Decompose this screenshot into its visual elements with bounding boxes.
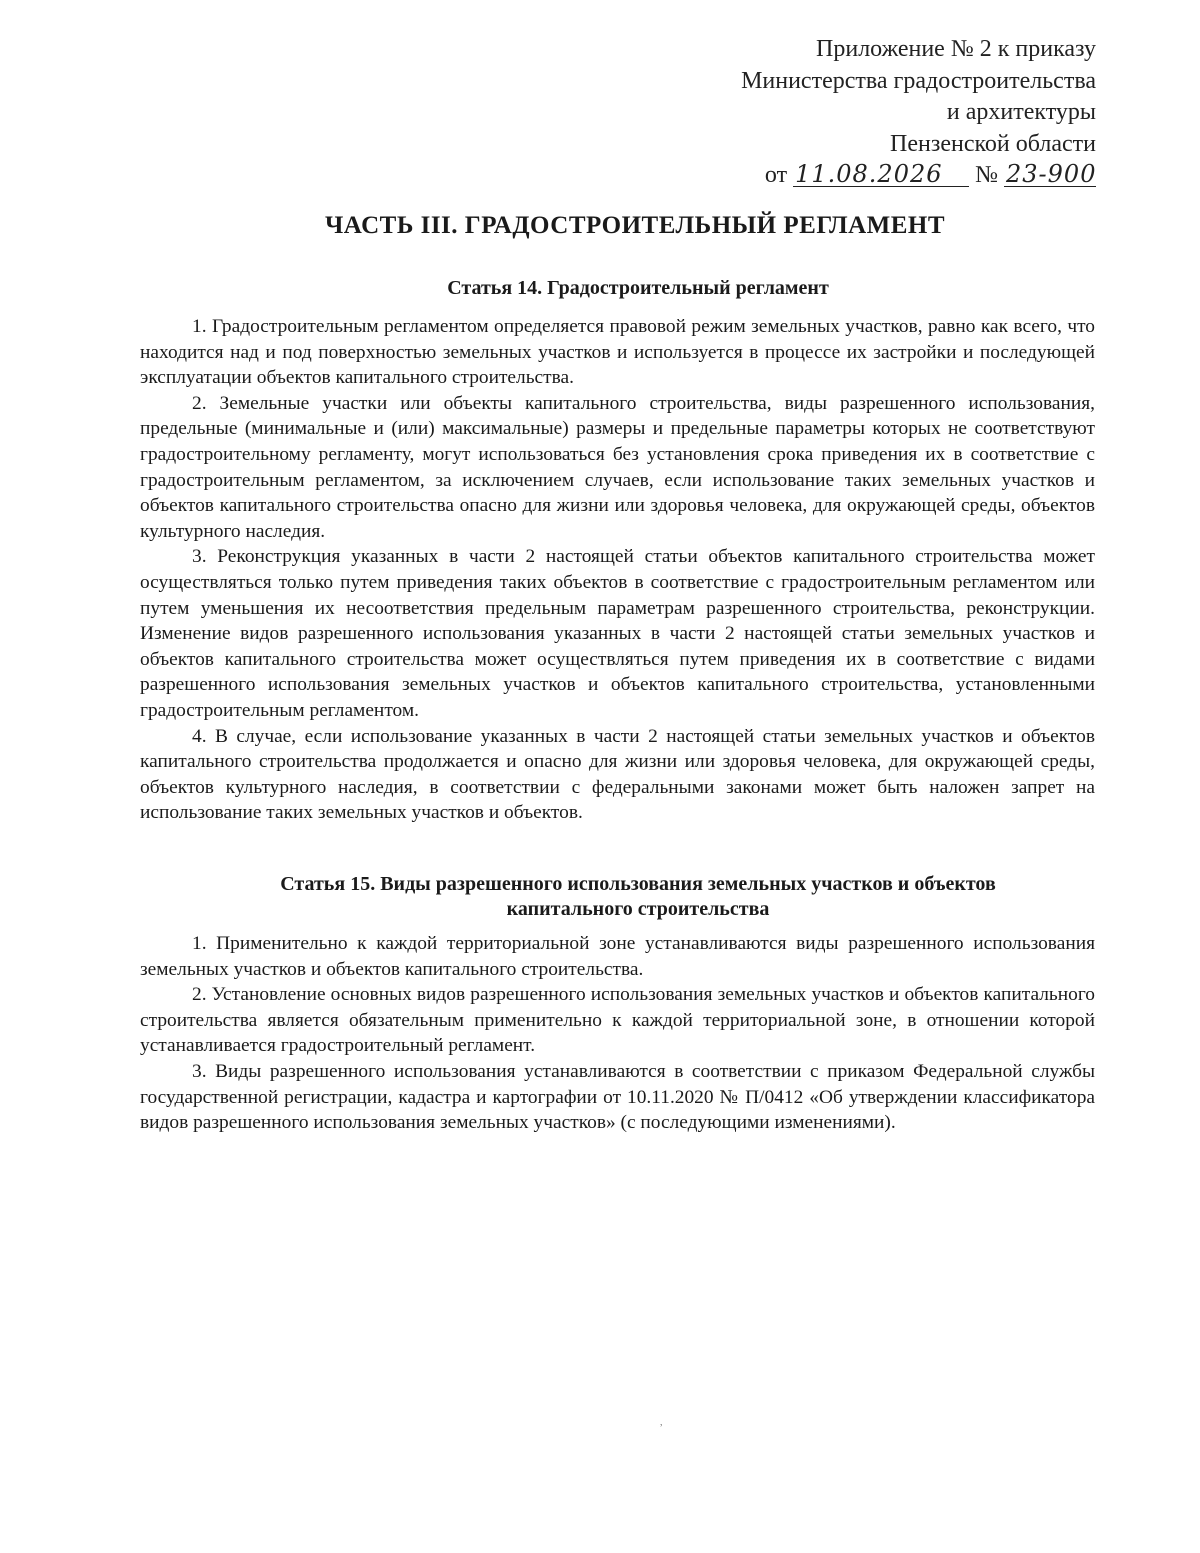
article-14-paragraph-1: 1. Градостроительным регламентом определяется правовой режим земельных участков, равно как всего, что находится над и под поверхностью земельных участков и используется в процессе их застройки и последующей эксплуатации объектов капитального строительства. [140, 316, 1095, 389]
date-prefix: от [764, 162, 788, 188]
handwritten-number: 23-900 [1006, 160, 1097, 188]
number-prefix: № [975, 162, 998, 188]
scan-speck: , [660, 1417, 663, 1428]
part-title: ЧАСТЬ III. ГРАДОСТРОИТЕЛЬНЫЙ РЕГЛАМЕНТ [324, 212, 946, 239]
article-15-paragraph-2: 2. Установление основных видов разрешенного использования земельных участков и объектов капитального строительства является обязательным применительно к каждой территориальной зоне, в отношении которой устанавливается градостроительный регламент. [140, 984, 1095, 1057]
article-14-paragraph-4: 4. В случае, если использование указанных в части 2 настоящей статьи земельных участков и объектов капитального строительства продолжается и опасно для жизни или здоровья человека, для окружающей среды, объектов культурного наследия, в соответствии с федеральными законами может быть наложен запрет на использование таких земельных участков и объектов. [140, 725, 1095, 824]
appendix-date-line [741, 160, 1096, 192]
article-14-body [140, 314, 1095, 826]
appendix-line-3: и архитектуры [946, 99, 1096, 125]
article-14-paragraph-3: 3. Реконструкция указанных в части 2 настоящей статьи объектов капитального строительства может осуществляться только путем приведения таких объектов в соответствие с градостроительным регламентом или путем уменьшения их несоответствия предельным параметрам разрешенного строительства, реконструкции. Изменение видов разрешенного использования указанных в части 2 настоящей статьи земельных участков и объектов капитального строительства может осуществляться путем приведения их в соответствие с видами разрешенного использования земельных участков и объектов капитального строительства, установленными градостроительным регламентом. [140, 546, 1095, 721]
article-15-paragraph-1: 1. Применительно к каждой территориальной зоне устанавливаются виды разрешенного использования земельных участков и объектов капитального строительства. [140, 933, 1095, 980]
appendix-header [741, 34, 1096, 192]
article-15-title [0, 872, 1200, 922]
article-15-title-line-2: капитального строительства [506, 898, 770, 920]
article-14-title: Статья 14. Градостроительный регламент [447, 277, 829, 299]
appendix-line-1: Приложение № 2 к приказу [816, 36, 1096, 62]
article-15-title-line-1: Статья 15. Виды разрешенного использования земельных участков и объектов [280, 873, 996, 895]
appendix-line-2: Министерства градостроительства [741, 67, 1096, 94]
article-15-body [140, 931, 1095, 1136]
article-15-paragraph-3: 3. Виды разрешенного использования устанавливаются в соответствии с приказом Федеральной службы государственной регистрации, кадастра и картографии от 10.11.2020 № П/0412 «Об утверждении классификатора видов разрешенного использования земельных участков» (с последующими изменениями). [140, 1060, 1095, 1134]
appendix-line-4: Пензенской области [890, 130, 1096, 157]
article-14-paragraph-2: 2. Земельные участки или объекты капитального строительства, виды разрешенного использования, предельные (минимальные и (или) максимальные) размеры и предельные параметры которых не соответствуют градостроительному регламенту, могут использоваться без установления срока приведения их в соответствие с градостроительным регламентом, за исключением случаев, если использование таких земельных участков и объектов капитального строительства опасно для жизни или здоровья человека, для окружающей среды, объектов культурного наследия. [140, 392, 1095, 542]
handwritten-date: 11.08.2026 [793, 162, 969, 187]
